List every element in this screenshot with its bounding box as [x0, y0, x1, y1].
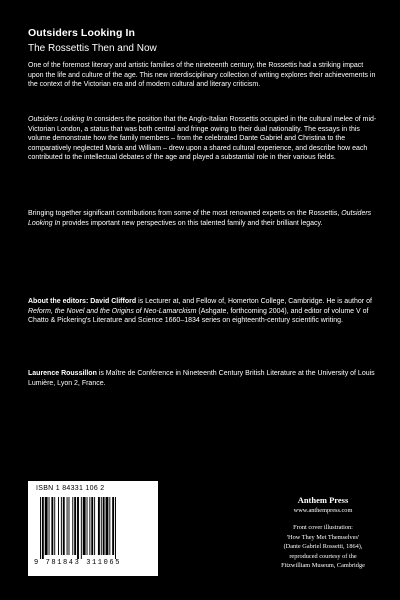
editor-book-title: Reform, the Novel and the Origins of Neo-Lamarckism — [28, 307, 197, 315]
barcode-bar — [63, 497, 65, 555]
cover-credit-line: Fitzwilliam Museum, Cambridge — [281, 562, 365, 570]
editor-name-1: David Clifford — [90, 298, 137, 305]
barcode-bar — [42, 497, 44, 559]
barcode-bar — [74, 497, 76, 555]
cover-credit-line: reproduced courtesy of the — [289, 552, 357, 560]
editor-bio-1 — [28, 297, 378, 326]
editor-bio-1-text-b: (Ashgate, forthcoming 2004), and editor of volume V of Chatto & Pickering's Literature and Science 1660–1834 series on eighteenth-century scientific writing. — [28, 307, 369, 325]
barcode-bar — [98, 497, 100, 555]
barcode-bar — [103, 497, 105, 555]
barcode-image — [38, 497, 148, 559]
barcode-bar — [109, 497, 110, 555]
barcode-bar — [91, 497, 93, 555]
book-title-italic: Outsiders Looking In — [28, 116, 93, 123]
barcode-bar — [58, 497, 59, 555]
editor-name-2: Laurence Roussillon — [28, 370, 97, 377]
book-subtitle: The Rossettis Then and Now — [28, 43, 157, 54]
cover-credit — [248, 523, 398, 571]
barcode-bar — [40, 497, 41, 559]
barcode-bar — [72, 497, 73, 555]
barcode-bar — [101, 497, 102, 555]
barcode-block — [28, 481, 158, 576]
barcode-bar — [61, 497, 62, 555]
barcode-bar — [87, 497, 88, 555]
barcode-bar — [106, 497, 109, 555]
barcode-bar — [83, 497, 86, 555]
editor-bio-2 — [28, 369, 378, 388]
editor-bio-1-text-a: is Lecturer at, and Fellow of, Homerton College, Cambridge. He is author of — [136, 298, 372, 305]
barcode-bar — [51, 497, 53, 555]
book-title: Outsiders Looking In — [28, 27, 136, 39]
cover-credit-line: Front cover illustration: — [293, 524, 353, 531]
barcode-bar — [77, 497, 79, 559]
description-paragraph-3 — [28, 209, 378, 228]
barcode-bar — [54, 497, 55, 555]
description-paragraph-1: One of the foremost literary and artistic families of the nineteenth century, the Rossettis had a striking impact upon the life and culture of the age. This new interdisciplinary collection of writing explores their achievements in the context of the Victorian era and of modern cultural and literary criticism. — [28, 62, 376, 89]
cover-credit-line: 'How They Met Themselves' — [286, 533, 360, 541]
barcode-bar — [112, 497, 114, 555]
barcode-bar — [69, 497, 70, 555]
ean-digits: 9 781843 311065 — [34, 559, 122, 567]
publisher-url[interactable]: www.anthempress.com — [293, 507, 353, 514]
description-paragraph-3-end: provides important new perspectives on this talented family and their brilliant legacy. — [60, 219, 323, 227]
description-paragraph-3-start: Bringing together significant contributions from some of the most renowned experts on the Rossettis, — [28, 210, 342, 217]
barcode-bar — [115, 497, 116, 559]
barcode-bar — [67, 497, 68, 555]
publisher-name: Anthem Press — [297, 495, 349, 505]
barcode-bar — [49, 497, 50, 555]
editors-heading: About the editors: — [28, 298, 89, 305]
description-paragraph-2 — [28, 115, 378, 163]
description-paragraph-2-text: considers the position that the Anglo-Italian Rossettis occupied in the cultural melee of mid-Victorian London, a status that was both central and fringe owing to their dual nationality. The essays in this volume demonstrate how the family members – from the celebrated Dante Gabriel and Christina to the comparatively neglected Maria and William – drew upon a shared cultural experience, and describe how each contributed to the intellectual debates of the age and played a substantial role in their various fields. — [28, 116, 377, 162]
cover-credit-line: (Dante Gabriel Rossetti, 1864), — [283, 543, 363, 551]
isbn-label: ISBN 1 84331 106 2 — [36, 485, 105, 492]
barcode-bar — [94, 497, 95, 555]
publisher-block — [248, 495, 398, 571]
barcode-bar — [45, 497, 48, 555]
editor-bio-2-text: is Maître de Conférence in Nineteenth Century British Literature at the University of Louis Lumière, Lyon 2, France. — [28, 370, 375, 387]
barcode-bar — [89, 497, 90, 555]
barcode-bar — [81, 497, 82, 559]
book-title-italic: Outsiders Looking In — [28, 210, 372, 227]
